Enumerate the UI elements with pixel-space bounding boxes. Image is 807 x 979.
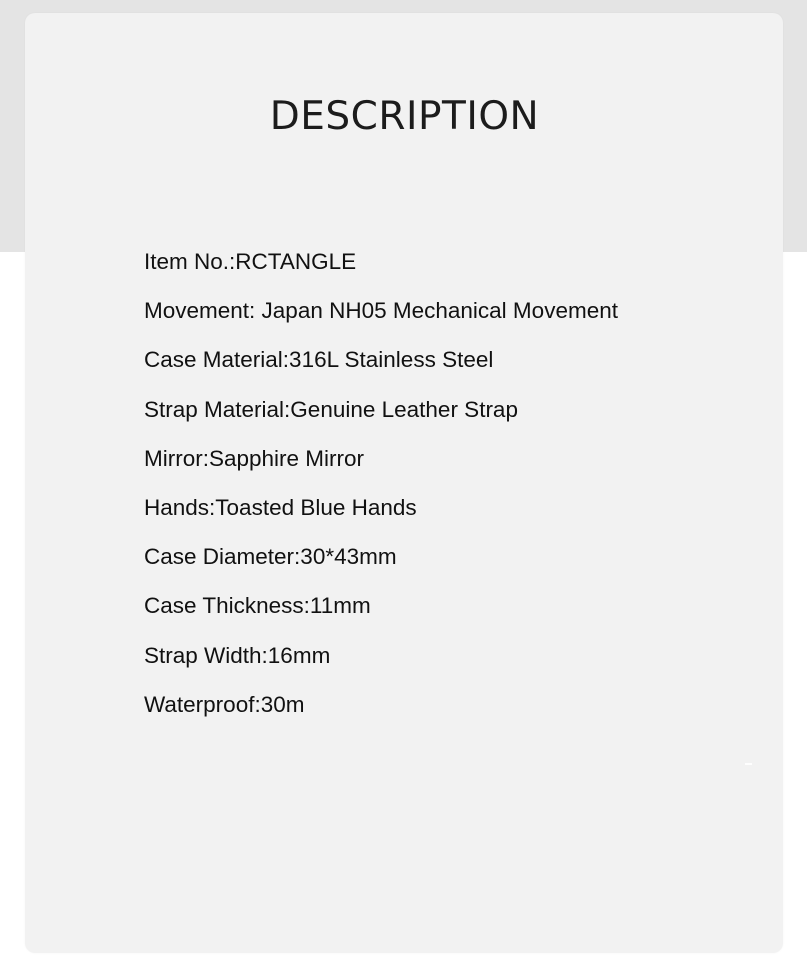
spec-list (144, 248, 618, 740)
decorative-fleck (745, 763, 752, 765)
spec-item-hands: Hands:Toasted Blue Hands (144, 494, 417, 520)
spec-item-strap-material: Strap Material:Genuine Leather Strap (144, 396, 518, 422)
spec-item-case-diameter: Case Diameter:30*43mm (144, 544, 397, 570)
spec-item-mirror: Mirror:Sapphire Mirror (144, 445, 365, 471)
spec-item-movement: Movement: Japan NH05 Mechanical Movement (144, 298, 618, 324)
description-heading: DESCRIPTION (269, 94, 540, 139)
spec-item-number: Item No.:RCTANGLE (144, 249, 357, 274)
spec-item-case-thickness: Case Thickness:11mm (144, 593, 371, 619)
spec-item-case-material: Case Material:316L Stainless Steel (144, 347, 494, 373)
spec-item-strap-width: Strap Width:16mm (144, 642, 331, 668)
spec-item-waterproof: Waterproof:30m (144, 691, 305, 717)
